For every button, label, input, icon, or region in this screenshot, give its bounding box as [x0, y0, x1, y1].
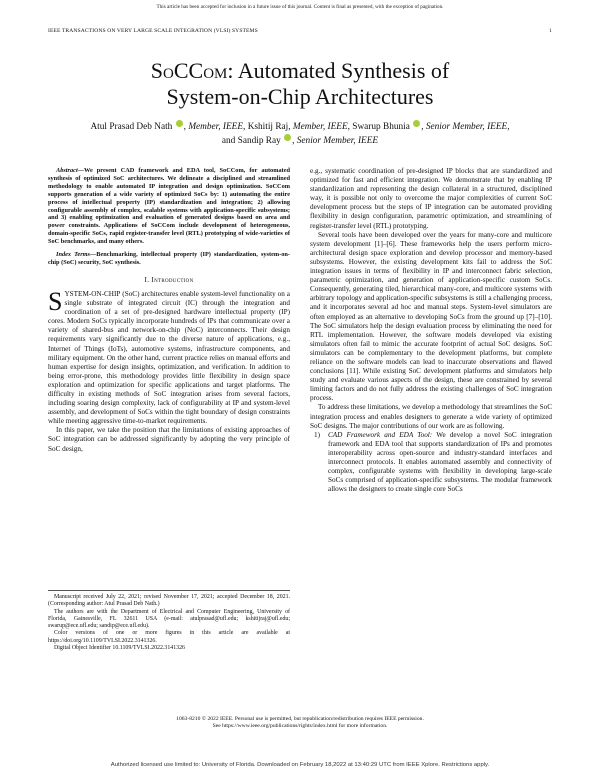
footnote-affiliation: The authors are with the Department of Electrical and Computer Engineering, University of Florida, Gainesville, FL 32611 USA (e-mail: atulprasad@ufl.edu; kshitijraj@ufl.edu; swarup@ece.ufl.edu; sandip@ece.ufl.edu). [48, 608, 290, 630]
author-4-role: Senior Member, IEEE [296, 136, 379, 146]
author-2: Kshitij Raj, [247, 122, 291, 132]
section-heading: I. Introduction [144, 275, 194, 284]
title-line2: System-on-Chip Architectures [166, 84, 434, 109]
index-terms [48, 251, 290, 267]
footnotes [48, 590, 290, 652]
contribution-list [310, 431, 552, 495]
footnote-color: Color versions of one or more figures in this article are available at https://doi.org/10.1109/TVLSI.2022.3141326. [48, 630, 290, 644]
author-2-role: Member, IEEE [292, 122, 348, 132]
intro-paragraph-5: To address these limitations, we develop a methodology that streamlines the SoC integration process and enables designers to generate a wide variety of optimized SoC designs. The major contributions of our work are as following. [310, 403, 552, 430]
abstract-text: We present CAD framework and EDA tool, SoCCom, for automated synthesis of optimized SoC architectures. We delineate a disciplined and streamlined methodology to enable automated IP integration and design optimization. SoCCom supports generation of a wide variety of optimized SoCs by: 1) automating the entire process of intellectual property (IP) standardization and integration; 2) allowing configurable assembly of complex, scalable systems with application-specific subsystems; and 3) enabling optimization and evaluation of generated designs based on area and power constraints. Applications of SoCCom include development of heterogeneous, domain-specific SoCs, rapid register-transfer level (RTL) prototyping of wide-varieties of SoC benchmarks, and many others. [48, 167, 290, 246]
index-terms-text: Benchmarking, intellectual property (IP) standardization, system-on-chip (SoC) security, SoC synthesis. [48, 251, 290, 266]
copyright-line-2: See https://www.ieee.org/publications/rights/index.html for more information. [212, 723, 388, 730]
list-item-number: 1) [314, 430, 320, 439]
author-3-role: Senior Member, IEEE, [425, 122, 510, 132]
orcid-icon[interactable] [176, 120, 183, 127]
author-1: Atul Prasad Deb Nath [90, 122, 173, 132]
paper-title [0, 58, 600, 110]
intro-paragraph-4: Several tools have been developed over the years for many-core and multicore system development [1]–[6]. These frameworks help the users perform micro-architectural design space exploration and develop processor and memory-based subsystems. However, the existing development kits fail to address the SoC integration issues in terms of flexibility in IP and interconnect fabric selection, parametric optimization, and generation of application-specific custom SoCs. Consequently, generating tiled, hierarchical many-core, and multicore systems with arbitrary topology and application-specific subsystems is still a challenging process, and it incorporates several ad hoc and manual steps. System-level simulators are often employed as an alternative to developing SoCs from the ground up [7]–[10]. The SoC simulators help the design evaluation process by eliminating the need for RTL implementation. However, the software models developed via existing simulators often fail to mimic the accurate footprint of actual SoC designs. SoC simulators can be complementary to the development platforms, but complete reliance on the software models can lead to inaccurate observations and flawed conclusions [11]. While existing SoC development platforms and simulators help study and evaluate various aspects of the design, these are constrained by several limiting factors and do not fully address the existing challenges of SoC integration process. [310, 230, 552, 403]
running-header [48, 28, 552, 34]
author-4: and Sandip Ray [221, 136, 281, 146]
journal-title: IEEE TRANSACTIONS ON VERY LARGE SCALE INTEGRATION (VLSI) SYSTEMS [48, 28, 258, 34]
footnote-manuscript: Manuscript received July 22, 2021; revised November 17, 2021; accepted December 18, 2021. (Corresponding author: Atul Prasad Deb Nath.) [48, 594, 290, 608]
title-tool-name: SoCCom [150, 58, 228, 83]
intro-paragraph-1: SYSTEM-ON-CHIP (SoC) architectures enable system-level functionality on a single substrate of integrated circuit (IC) through the integration and coordination of a set of pre-designed hardware intellectual property (IP) cores. Modern SoCs typically incorporate hundreds of IPs that communicate over a variety of shared-bus and network-on-chip (NoC) interconnects. Their design requirements vary significantly due to the diverse nature of applications, e.g., Internet of Things (IoTs), automotive systems, infrastructure components, and military equipment. On the other hand, current practice relies on manual efforts and human expertise for design insights, optimization, and verification. In addition to being error-prone, this methodology provides little flexibility in design space exploration and optimization for specific applications and target platforms. The difficulty in existing methods of SoC integration arises from several factors, including soaring design complexity, lack of configurability at IP and system-level assembly, and development of SoCs within the tight boundary of design constraints while meeting aggressive time-to-market requirements. [48, 286, 290, 426]
author-3: Swarup Bhunia [352, 122, 410, 132]
right-column [310, 167, 552, 494]
license-bar: Authorized licensed use limited to: University of Florida. Downloaded on February 18,2022 at 13:40:29 UTC from IEEE Xplore. Restrictions apply. [110, 762, 490, 768]
intro-paragraph-3: e.g., systematic coordination of pre-designed IP blocks that are standardized and optimized for fast and efficient integration. We demonstrate that by enabling IP standardization and representing the design collateral in a structured, disciplined way, it is possible not only to overcome the major complexities of current SoC development process but the steps of IP integration can be automated providing flexibility in design configuration, parametric optimization, and streamlining of register-transfer level (RTL) prototyping. [310, 167, 552, 230]
title-line1: : Automated Synthesis of [227, 58, 450, 83]
author-1-role: Member, IEEE [188, 122, 244, 132]
left-column [48, 167, 290, 454]
copyright-notice [0, 716, 600, 730]
acceptance-notice: This article has been accepted for inclusion in a future issue of this journal. Content is final as presented, with the exception of pagination. [156, 4, 444, 10]
list-item-label: CAD Framework and EDA Tool: [328, 430, 433, 439]
orcid-icon[interactable] [413, 120, 420, 127]
footnote-doi: Digital Object Identifier 10.1109/TVLSI.2022.3141326 [54, 645, 185, 652]
orcid-icon[interactable] [284, 134, 291, 141]
list-item [314, 430, 552, 495]
copyright-line-1: 1063-8210 © 2022 IEEE. Personal use is permitted, but republication/redistribution requires IEEE permission. [176, 716, 424, 722]
abstract-label: Abstract— [56, 167, 84, 174]
drop-cap: S [48, 286, 63, 316]
abstract [48, 167, 290, 246]
list-item-text: We develop a novel SoC integration framework and EDA tool that supports standardization of IPs and promotes interoperability across open-source and industry-standard interfaces and interconnect protocols. It enables automated assembly and connectivity of complex, configurable systems with flexibility in developing large-scale SoCs comprised of application-specific subsystems. The modular framework allows the designers to create single core SoCs [328, 430, 552, 494]
author-list: Atul Prasad Deb Nath , Member, IEEE, Kshitij Raj, Member, IEEE, Swarup Bhunia , Senior Member, IEEE, and Sandip Ray , Senior Member, IEEE [90, 122, 510, 146]
page-number: 1 [549, 28, 552, 34]
index-terms-label: Index Terms— [56, 251, 97, 259]
intro-paragraph-2: In this paper, we take the position that the limitations of existing approaches of SoC integration can be addressed significantly by adopting the very principle of SoC design, [48, 426, 290, 453]
intro-lead: YSTEM-ON-CHIP [64, 289, 121, 298]
